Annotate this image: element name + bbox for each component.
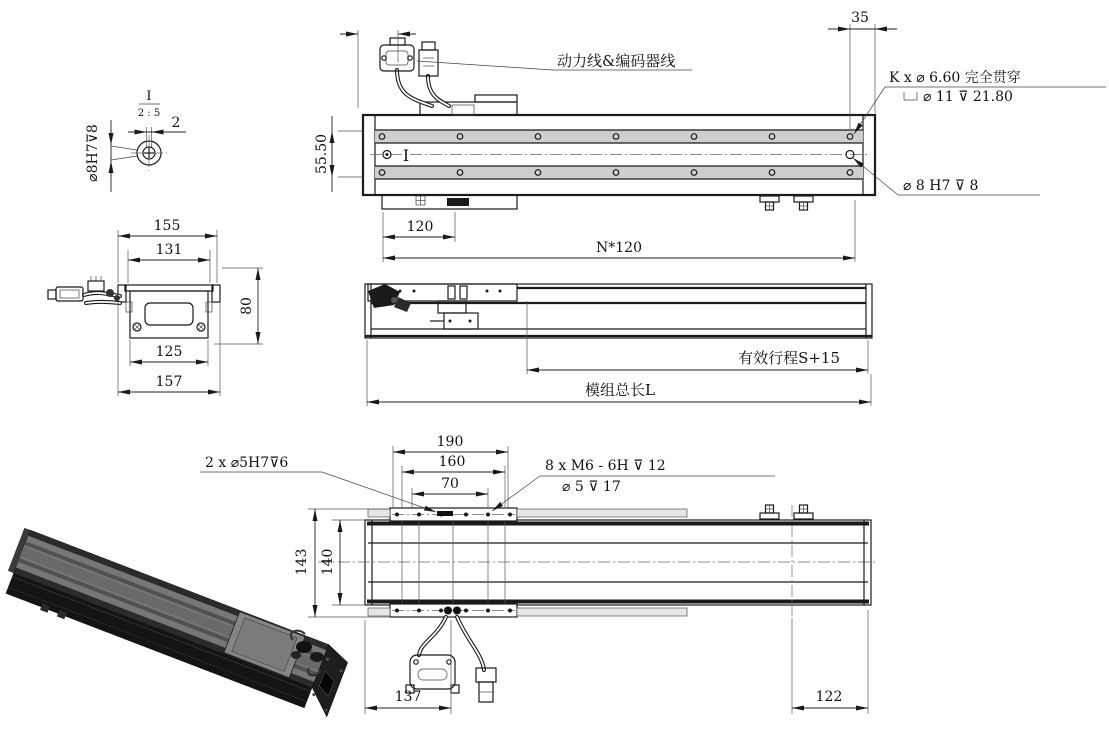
dim-35: 35	[851, 10, 869, 26]
detail-view-scale: 2 : 5	[137, 108, 161, 119]
dim-125: 125	[155, 344, 183, 360]
total-length-note: 模组总长L	[585, 381, 655, 399]
dim-70: 70	[441, 476, 459, 492]
dim-120: 120	[406, 219, 434, 235]
detail-view-label: I	[146, 89, 152, 104]
thread-note-line1: 8 x M6 - 6H ⊽ 12	[545, 458, 666, 474]
dim-122: 122	[815, 689, 843, 705]
dim-n120: N*120	[596, 240, 642, 256]
dim-131: 131	[155, 242, 183, 258]
dim-140: 140	[320, 548, 336, 576]
dim-137: 137	[394, 689, 422, 705]
pin-hole-note: ⌀ 8 H7 ⊽ 8	[903, 178, 979, 194]
cable-note: 动力线&编码器线	[557, 52, 676, 70]
dim-160: 160	[438, 454, 466, 470]
dim-157: 157	[155, 374, 183, 390]
detail-hole-note: ⌀8H7⊽8	[85, 124, 101, 182]
carriage-plate-bottom	[390, 604, 517, 617]
detail-marker-i: I	[402, 146, 410, 165]
mount-hole-note-line2: ⌀ 11 ⊽ 21.80	[923, 89, 1013, 105]
thread-note-line2: ⌀ 5 ⊽ 17	[562, 479, 621, 495]
dim-155: 155	[153, 218, 181, 234]
pin-note: 2 x ⌀5H7⊽6	[205, 455, 289, 471]
stroke-note: 有效行程S+15	[738, 349, 840, 367]
dim-143: 143	[294, 548, 310, 576]
detail-dim-width: 2	[171, 115, 181, 131]
carriage-plate-top	[390, 508, 517, 521]
mount-hole-note-line1: K x ⌀ 6.60 完全贯穿	[889, 70, 1021, 86]
dim-80: 80	[239, 297, 255, 315]
dim-55-50: 55.50	[314, 133, 330, 175]
dim-190: 190	[436, 434, 464, 450]
